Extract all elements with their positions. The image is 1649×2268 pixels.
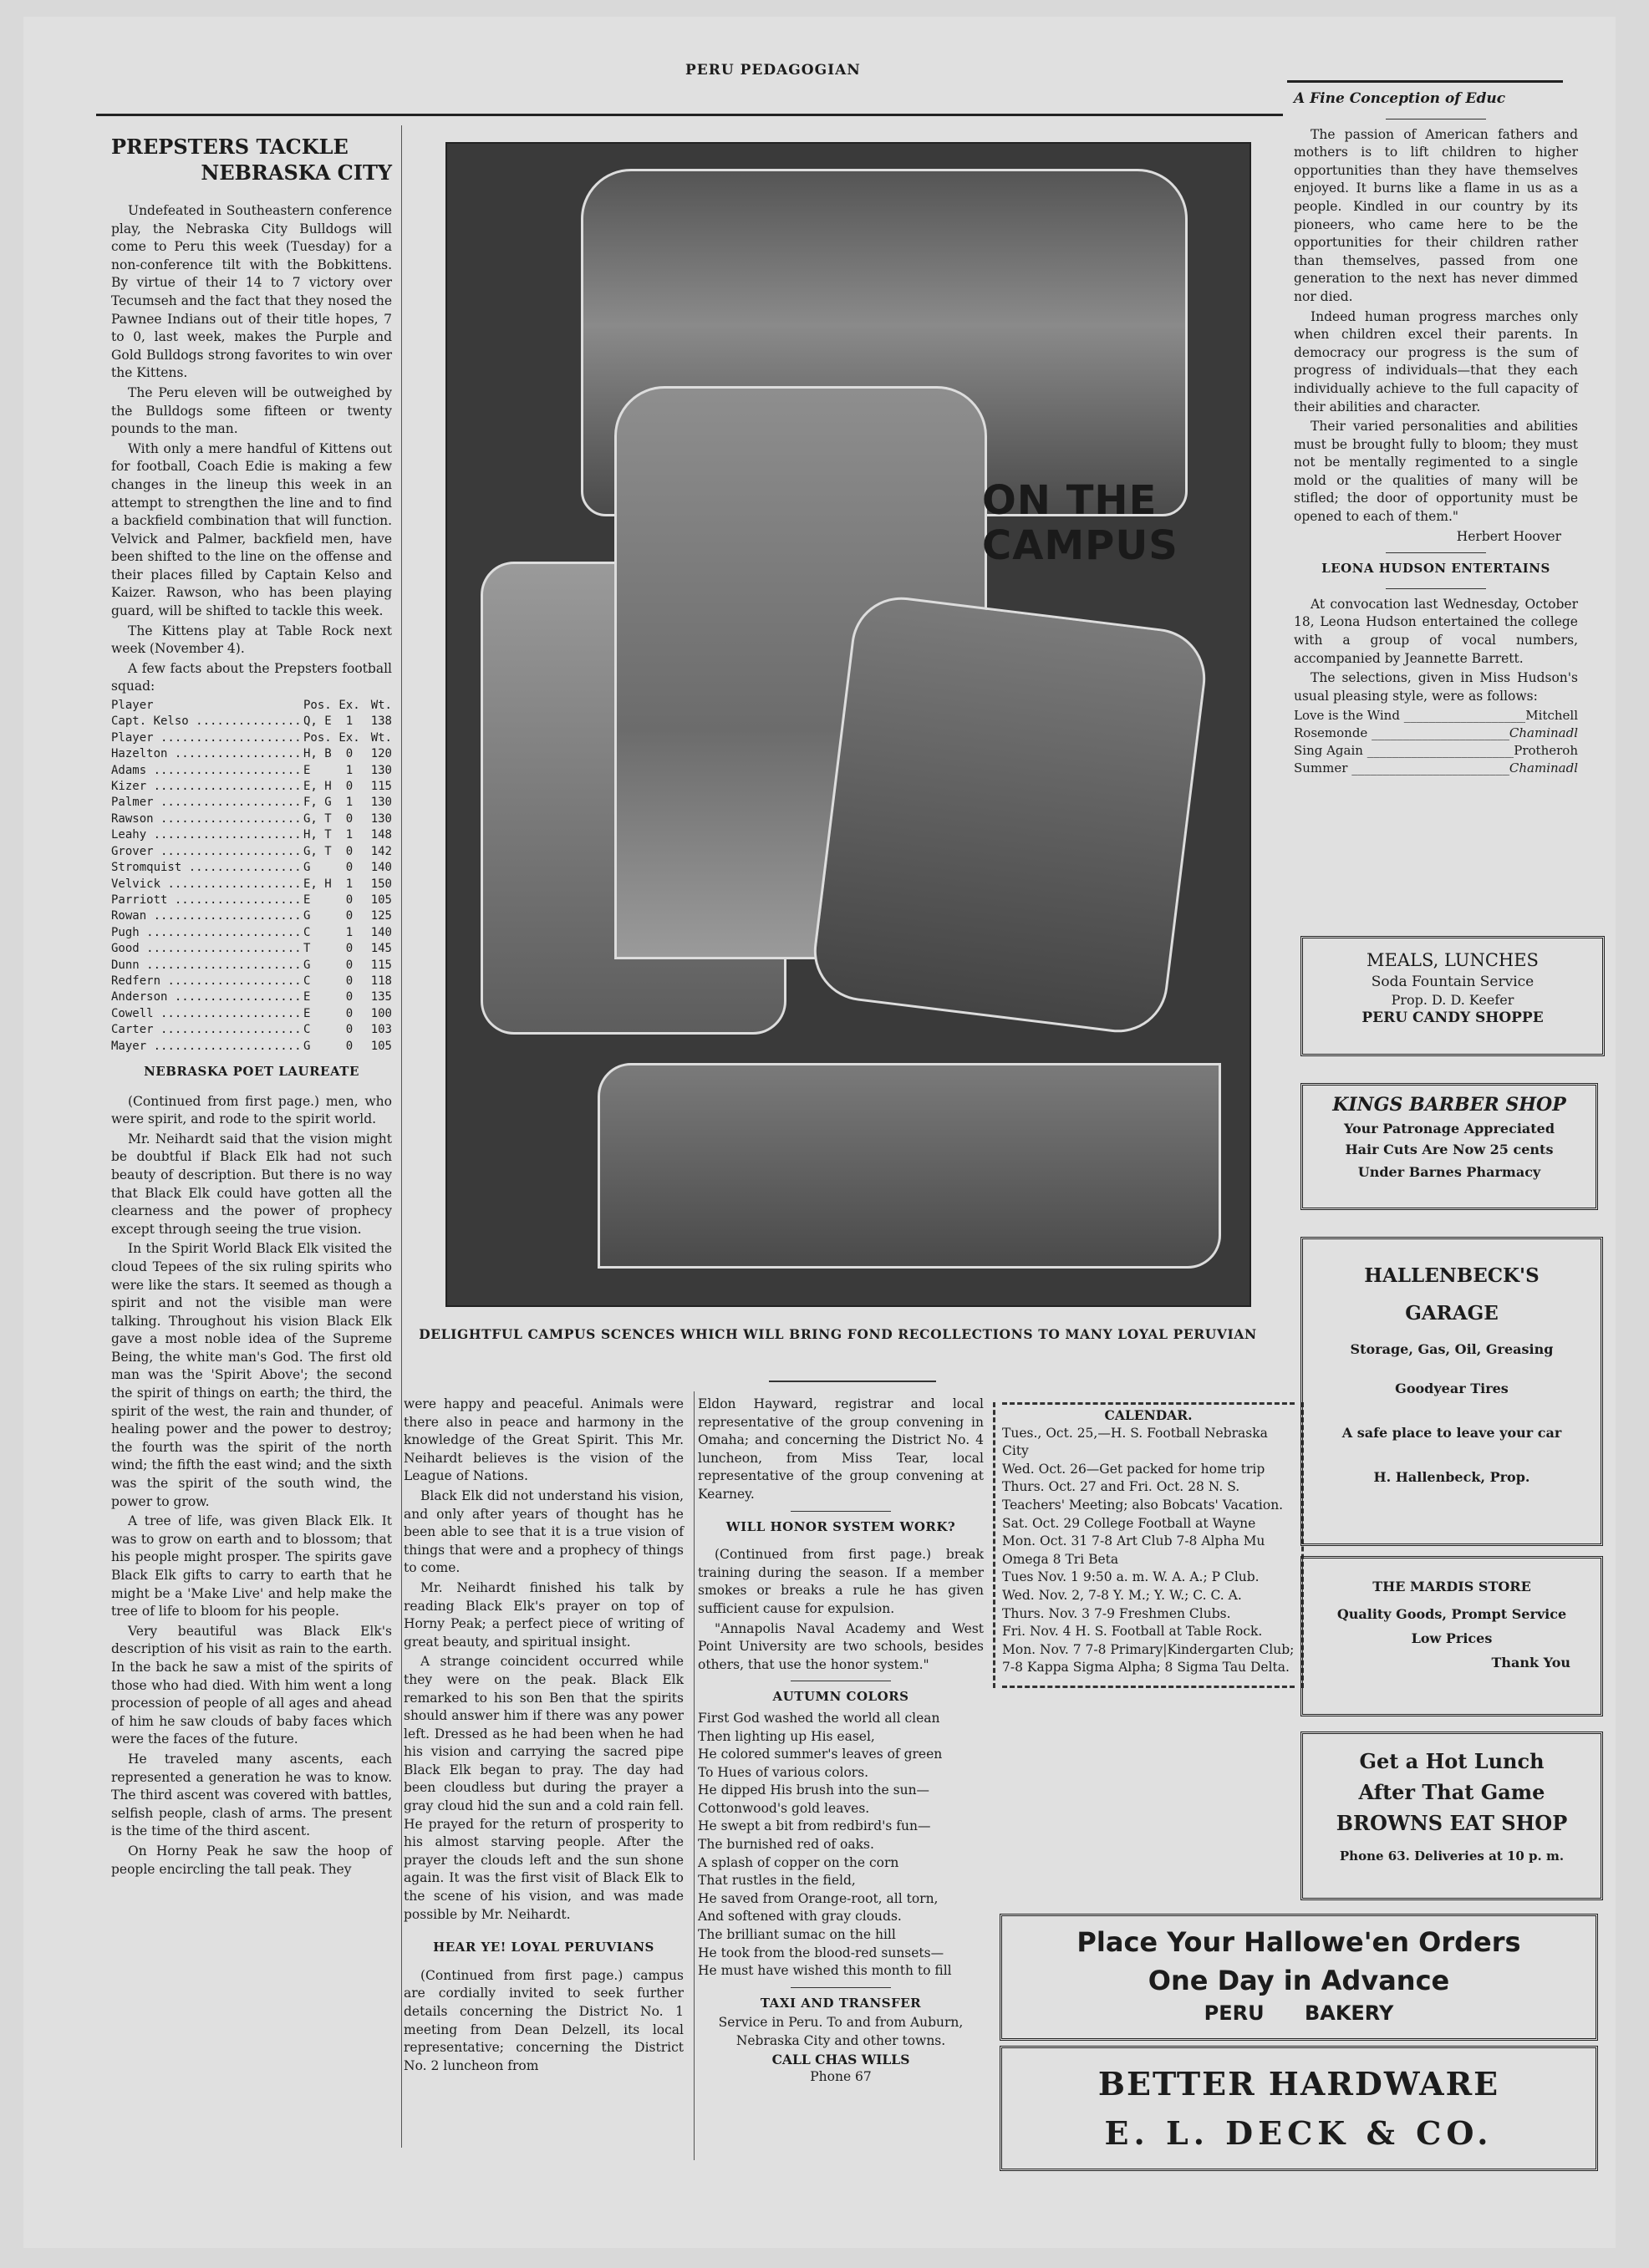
roster-cell-pos: F, G <box>303 796 332 810</box>
ad-title: One Day in Advance <box>1148 1965 1450 1996</box>
roster-cell-player: Adams ..... <box>111 763 303 779</box>
ad-title: HALLENBECK'S <box>1364 1264 1540 1287</box>
poem-line: Then lighting up His easel, <box>698 1728 875 1744</box>
poem-line: Cottonwood's gold leaves. <box>698 1800 870 1816</box>
caption-rule <box>769 1381 936 1382</box>
roster-cell-pos: C <box>303 1023 311 1037</box>
roster-cell-pos: G <box>303 958 311 972</box>
roster-row <box>111 958 392 974</box>
roster-cell-pos: G <box>303 909 311 923</box>
article-paragraph: (Continued from first page.) campus are cordially invited to seek further details concerning the District No. 1 meeting from Dean Delzell, its local representative; concerning the District No. 2 luncheon from <box>404 1967 684 2073</box>
roster-row <box>111 746 392 762</box>
article-paragraph: Black Elk did not understand his vision, and only after years of thought has he been able to see that it is a true vision of things that were and a prophecy of things to come. <box>404 1487 684 1576</box>
article-paragraph: (Continued from first page.) break training during the season. If a member smokes or breaks a rule he has given sufficient cause for expulsion. <box>698 1547 984 1616</box>
ad-title: E. L. DECK & CO. <box>1104 2114 1494 2152</box>
roster-cell-player: Leahy ..... <box>111 827 303 843</box>
ad-line: Quality Goods, Prompt Service <box>1336 1606 1567 1622</box>
poem-line: To Hues of various colors. <box>698 1764 869 1780</box>
taxi-phone: Phone 67 <box>810 2069 872 2085</box>
calendar-box <box>993 1402 1304 1688</box>
quote-author: Herbert Hoover <box>1456 528 1561 544</box>
photo-dining-hall <box>598 1063 1221 1269</box>
ad-title: Place Your Hallowe'en Orders <box>1076 1926 1521 1958</box>
roster-cell-player: Carter ..... <box>111 1022 303 1038</box>
ad-title: THE MARDIS STORE <box>1372 1579 1531 1594</box>
roster-row <box>111 908 392 924</box>
article-paragraph: The selections, given in Miss Hudson's usual pleasing style, were as follows: <box>1294 670 1578 704</box>
roster-cell-pos: G, T <box>303 811 332 826</box>
ad-line: Soda Fountain Service <box>1371 974 1534 990</box>
article-paragraph: "Annapolis Naval Academy and West Point University are two schools, besides others, that use the honor system." <box>698 1620 984 1672</box>
poem-line: He took from the blood-red sunsets— <box>698 1945 944 1960</box>
article-paragraph: Undefeated in Southeastern conference play, the Nebraska City Bulldogs will come to Peru this week (Tuesday) for a non-conference tilt with the Bobkittens. By virtue of their 14 to 7 victory over Tecumseh and the fact that they nosed the Pawnee Indians out of their title hopes, 7 to 0, last week, makes the Purple and Gold Bulldogs strong favorites to win over the Kittens. <box>111 203 392 381</box>
roster-cell-pos: H, T <box>303 828 332 842</box>
divider <box>791 1511 891 1512</box>
taxi-line: Service in Peru. To and from Auburn, Nebraska City and other towns. <box>718 2015 964 2048</box>
article-paragraph: The passion of American fathers and mothers is to lift children to higher opportunities than they have themselves enjoyed. It burns like a flame in us as a people. Kindled in our country by its pioneers, who came here to be the opportunities for their children rather than themselves, passed from one generation to the next has never dimmed nor died. <box>1294 126 1578 304</box>
roster-cell-wt: 140 <box>370 925 392 939</box>
song-row <box>1294 707 1578 725</box>
roster-cell-wt: Wt. <box>370 730 392 745</box>
prepsters-headline <box>111 134 392 186</box>
autumn-poem <box>698 1710 984 1981</box>
roster-cell-player: Capt. Kelso ..... <box>111 714 303 730</box>
article-paragraph: The Peru eleven will be outweighed by the Bulldogs some fifteen or twenty pounds to the man. <box>111 384 392 437</box>
roster-row <box>111 1039 392 1055</box>
roster-cell-pos: H, B <box>303 747 332 761</box>
roster-cell-ex: 0 <box>345 958 354 972</box>
song-composer: Chaminadl <box>1509 760 1578 776</box>
roster-cell-wt: 100 <box>370 1006 392 1020</box>
roster-row <box>111 892 392 908</box>
roster-cell-wt: 145 <box>370 942 392 956</box>
roster-cell-ex: 0 <box>345 780 354 794</box>
roster-cell-player: Dunn ..... <box>111 958 303 974</box>
ad-line: A safe place to leave your car <box>1341 1425 1562 1441</box>
roster-row <box>111 714 392 730</box>
calendar-event: Thurs. Oct. 27 and Fri. Oct. 28 N. S. Teachers' Meeting; also Bobcats' Vacation. <box>1002 1479 1284 1513</box>
top-rule-right <box>1287 80 1563 83</box>
poem-line: The burnished red of oaks. <box>698 1837 874 1853</box>
roster-row <box>111 941 392 957</box>
roster-cell-ex: 1 <box>345 925 354 939</box>
ad-title: KINGS BARBER SHOP <box>1332 1094 1566 1116</box>
ad-line: Phone 63. Deliveries at 10 p. m. <box>1339 1848 1565 1864</box>
ad-kings-barber <box>1300 1083 1598 1210</box>
ad-line: Hair Cuts Are Now 25 cents <box>1345 1142 1554 1157</box>
divider <box>1386 119 1486 120</box>
ad-title: BROWNS EAT SHOP <box>1336 1811 1568 1835</box>
article-paragraph: A strange coincident occurred while they were on the peak. Black Elk remarked to his son Ben that the spirits should answer him if there was any power left. Dressed as he had been when he had his vision and carrying the sacred pipe Black Elk began to pray. The day had been cloudless but during the prayer a gray cloud hid the sun and a cold rain fell. He prayed for the return of prosperity to his almost starving people. After the prayer the clouds left and the sun shone again. It was the first visit of Black Elk to the scene of his vision, and was made possible by Mr. Neihardt. <box>404 1654 684 1922</box>
article-paragraph: A few facts about the Prepsters football squad: <box>111 660 392 694</box>
ad-hallenbecks-garage <box>1300 1237 1603 1546</box>
roster-row <box>111 779 392 795</box>
ad-browns-eat-shop <box>1300 1732 1603 1900</box>
poem-line: First God washed the world all clean <box>698 1710 940 1726</box>
roster-cell-wt: 103 <box>370 1023 392 1037</box>
roster-cell-pos: E, H <box>303 877 332 891</box>
roster-cell-player: Parriott ..... <box>111 892 303 908</box>
roster-row <box>111 730 392 746</box>
roster-cell-player: Player ..... <box>111 730 303 746</box>
roster-row <box>111 1022 392 1038</box>
ad-line: Prop. D. D. Keefer <box>1391 992 1514 1008</box>
column-divider <box>401 125 402 2148</box>
photo-caption: DELIGHTFUL CAMPUS SCENCES WHICH WILL BRING FOND RECOLLECTIONS TO MANY LOYAL PERUVIAN <box>419 1326 1257 1342</box>
roster-row <box>111 811 392 827</box>
roster-cell-ex: 0 <box>345 811 354 826</box>
roster-row <box>111 1006 392 1022</box>
roster-cell-wt: 148 <box>370 828 392 842</box>
roster-cell-wt: 140 <box>370 861 392 875</box>
roster-cell-wt: 105 <box>370 892 392 907</box>
roster-row <box>111 877 392 892</box>
roster-cell-pos: E <box>303 1006 311 1020</box>
ad-title: GARAGE <box>1405 1302 1499 1325</box>
roster-header-wt: Wt. <box>370 699 392 713</box>
ad-meals <box>1300 936 1605 1056</box>
roster-cell-ex: 0 <box>345 990 354 1004</box>
roster-cell-pos: G <box>303 861 311 875</box>
roster-header-pos: Pos. <box>303 699 332 713</box>
poet-paragraph: Very beautiful was Black Elk's description of his visit as rain to the earth. In the back he saw a mist of the spirits of those who had died. With him went a long procession of people of all ages and ahead of him he saw clouds of baby faces which were the faces of the future. <box>111 1623 392 1747</box>
ad-line: Storage, Gas, Oil, Greasing <box>1350 1341 1554 1357</box>
article-paragraph: Mr. Neihardt finished his talk by reading Black Elk's prayer on top of Horny Peak; a perfect piece of writing of great beauty, and spiritual insight. <box>404 1579 684 1650</box>
roster-cell-pos: C <box>303 925 311 939</box>
poem-line: He colored summer's leaves of green <box>698 1747 943 1762</box>
poem-line: He must have wished this month to fill <box>698 1963 952 1979</box>
calendar-title: CALENDAR. <box>1002 1402 1295 1425</box>
roster-cell-ex: 0 <box>345 844 354 858</box>
song-composer: Mitchell <box>1525 708 1578 724</box>
headline-line-1: PREPSTERS TACKLE <box>111 135 349 159</box>
ad-title: After That Game <box>1358 1780 1545 1804</box>
roster-cell-ex: Ex. <box>338 730 360 745</box>
roster-cell-player: Stromquist ..... <box>111 860 303 876</box>
roster-cell-player: Velvick ..... <box>111 877 303 892</box>
roster-cell-player: Palmer ..... <box>111 795 303 811</box>
ad-mardis-store <box>1300 1556 1603 1716</box>
song-title: Love is the Wind _____ <box>1294 707 1525 725</box>
divider <box>1386 588 1486 589</box>
roster-cell-player: Redfern ..... <box>111 974 303 989</box>
roster-row <box>111 844 392 860</box>
ad-line: Your Patronage Appreciated <box>1343 1121 1555 1137</box>
roster-cell-wt: 142 <box>370 844 392 858</box>
roster-cell-pos: E <box>303 763 311 777</box>
roster-cell-ex: 1 <box>345 796 354 810</box>
roster-row <box>111 974 392 989</box>
honor-headline: WILL HONOR SYSTEM WORK? <box>725 1518 956 1534</box>
roster-cell-pos: C <box>303 974 311 988</box>
left-column <box>111 134 392 1880</box>
banner-line-1: ON THE <box>982 477 1158 524</box>
roster-cell-player: Anderson ..... <box>111 989 303 1005</box>
ad-title: BETTER HARDWARE <box>1097 2065 1500 2103</box>
roster-row <box>111 827 392 843</box>
education-headline: A Fine Conception of Educ <box>1294 90 1506 107</box>
roster-cell-wt: 138 <box>370 714 392 729</box>
ad-title: Get a Hot Lunch <box>1359 1749 1545 1773</box>
poet-paragraph: In the Spirit World Black Elk visited the cloud Tepees of the six ruling spirits who were like the stars. It seemed as though a spirit and not the visible man were talking. Throughout his vision Black Elk gave a most noble idea of the Supreme Being, the white man's God. The first old man was the 'Spirit Above'; the second the spirit of things on earth; the third, the spirit of the west, the rain and thunder, of healing power and the power to destroy; the fourth was the spirit of the north wind; the fifth the east wind; and the sixth was the spirit of the south wind, the power to grow. <box>111 1241 392 1509</box>
right-column <box>1294 90 1578 777</box>
roster-cell-ex: 0 <box>345 892 354 907</box>
poet-paragraph: (Continued from first page.) men, who were spirit, and rode to the spirit world. <box>111 1093 392 1127</box>
roster-header-ex: Ex. <box>338 699 360 713</box>
roster-cell-player: Kizer ..... <box>111 779 303 795</box>
masthead: PERU PEDAGOGIAN <box>685 62 861 79</box>
headline-line-2: NEBRASKA CITY <box>201 160 392 185</box>
roster-cell-pos: Q, E <box>303 714 332 729</box>
roster-cell-wt: 150 <box>370 877 392 891</box>
roster-cell-player: Good ..... <box>111 941 303 957</box>
calendar-event: Tues Nov. 1 9:50 a. m. W. A. A.; P Club. <box>1002 1569 1260 1585</box>
ad-better-hardware <box>1000 2046 1598 2171</box>
middle-column-1 <box>404 1396 684 2077</box>
calendar-event: Tues., Oct. 25,—H. S. Football Nebraska City <box>1002 1425 1268 1459</box>
roster-cell-wt: 115 <box>370 780 392 794</box>
song-row <box>1294 760 1578 777</box>
article-paragraph: Indeed human progress marches only when children excel their parents. In democracy our progress is the sum of progress of individuals—that they each individually achieve to the full capacity of their abilities and character. <box>1294 308 1578 414</box>
poem-line: A splash of copper on the corn <box>698 1854 899 1870</box>
poem-line: He dipped His brush into the sun— <box>698 1782 930 1798</box>
article-paragraph: were happy and peaceful. Animals were there also in peace and harmony in the knowledge of the Great Spirit. This Mr. Neihardt believes is the vision of the League of Nations. <box>404 1396 684 1484</box>
song-composer: Protheroh <box>1514 743 1578 759</box>
roster-cell-ex: 1 <box>345 763 354 777</box>
calendar-event: Thurs. Nov. 3 7-9 Freshmen Clubs. <box>1002 1605 1231 1621</box>
poem-line: That rustles in the field, <box>698 1873 856 1889</box>
roster-cell-ex: 0 <box>345 747 354 761</box>
ad-line: Low Prices <box>1411 1630 1493 1646</box>
roster-cell-pos: G <box>303 1039 311 1053</box>
calendar-event: Mon. Nov. 7 7-8 Primary|Kindergarten Club; 7-8 Kappa Sigma Alpha; 8 Sigma Tau Delta. <box>1002 1641 1295 1676</box>
roster-cell-player: Mayer ..... <box>111 1039 303 1055</box>
song-title: Rosemonde _____ <box>1294 725 1509 742</box>
poem-line: And softened with gray clouds. <box>698 1909 902 1925</box>
song-title: Sing Again _____ <box>1294 742 1514 760</box>
roster-cell-ex: 0 <box>345 1023 354 1037</box>
leona-headline: LEONA HUDSON ENTERTAINS <box>1321 561 1550 577</box>
roster-header <box>111 698 392 714</box>
roster-cell-wt: 118 <box>370 974 392 988</box>
roster-cell-player: Rowan ..... <box>111 908 303 924</box>
poet-headline: NEBRASKA POET LAUREATE <box>144 1063 359 1079</box>
ad-line: Thank You <box>1491 1655 1570 1670</box>
article-paragraph: Eldon Hayward, registrar and local representative of the group convening in Omaha; and concerning the District No. 4 luncheon, from Miss Tear, local representative of the group convening at Kearney. <box>698 1396 984 1502</box>
autumn-headline: AUTUMN COLORS <box>772 1689 909 1705</box>
campus-photo-collage <box>445 142 1251 1307</box>
roster-cell-ex: 0 <box>345 1039 354 1053</box>
roster-row <box>111 989 392 1005</box>
roster-cell-wt: 130 <box>370 796 392 810</box>
roster-cell-pos: E <box>303 892 311 907</box>
photo-walkway <box>808 592 1211 1038</box>
roster-header-player: Player <box>111 699 154 713</box>
roster-cell-ex: 0 <box>345 1006 354 1020</box>
roster-cell-ex: 0 <box>345 861 354 875</box>
divider <box>1386 552 1486 553</box>
ad-line: Under Barnes Pharmacy <box>1357 1164 1541 1180</box>
calendar-event: Wed. Nov. 2, 7-8 Y. M.; Y. W.; C. C. A. <box>1002 1587 1242 1603</box>
song-composer: Chaminadl <box>1509 725 1578 741</box>
poem-line: He saved from Orange-root, all torn, <box>698 1890 939 1906</box>
roster-cell-player: Hazelton ..... <box>111 746 303 762</box>
roster-cell-wt: 130 <box>370 811 392 826</box>
roster-cell-ex: 1 <box>345 828 354 842</box>
calendar-event: Sat. Oct. 29 College Football at Wayne <box>1002 1515 1256 1531</box>
roster-cell-player: Pugh ..... <box>111 925 303 941</box>
roster-cell-pos: T <box>303 942 311 956</box>
roster-cell-wt: 130 <box>370 763 392 777</box>
roster-cell-pos: E, H <box>303 780 332 794</box>
calendar-events <box>1002 1425 1295 1677</box>
poem-line: The brilliant sumac on the hill <box>698 1927 896 1943</box>
middle-column-2 <box>698 1396 984 2087</box>
on-the-campus-banner <box>982 478 1178 568</box>
roster-cell-pos: G, T <box>303 844 332 858</box>
calendar-event: Wed. Oct. 26—Get packed for home trip <box>1002 1461 1265 1477</box>
song-title: Summer _____ <box>1294 760 1509 777</box>
article-paragraph: With only a mere handful of Kittens out for football, Coach Edie is making a few changes in the lineup this week in an attempt to strengthen the line and to find a backfield combination that will function. Velvick and Palmer, backfield men, have been shifted to the line on the offense and their places filled by Captain Kelso and Kaizer. Rawson, who has been playing guard, will be shifted to tackle this week. <box>111 440 392 619</box>
ad-line: Goodyear Tires <box>1395 1381 1509 1396</box>
divider <box>791 1987 891 1988</box>
roster-row <box>111 925 392 941</box>
ad-line: PERU CANDY SHOPPE <box>1361 1009 1544 1026</box>
calendar-bottom-rule <box>1002 1677 1295 1688</box>
roster-table <box>111 698 392 1055</box>
top-rule <box>96 114 1283 116</box>
article-paragraph: The Kittens play at Table Rock next week (November 4). <box>111 623 392 657</box>
roster-cell-ex: 1 <box>345 877 354 891</box>
song-list <box>1294 707 1578 777</box>
roster-cell-pos: Pos. <box>303 730 332 745</box>
calendar-event: Fri. Nov. 4 H. S. Football at Table Rock. <box>1002 1624 1263 1640</box>
poet-paragraph: A tree of life, was given Black Elk. It was to grow on earth and to blossom; that his people might prosper. The spirits gave Black Elk gifts to carry to earth that he might be a 'Make Live' and help make the tree of life to bloom for his people. <box>111 1513 392 1620</box>
ad-title: MEALS, LUNCHES <box>1367 950 1539 970</box>
ad-peru-bakery <box>1000 1914 1598 2041</box>
roster-cell-pos: E <box>303 990 311 1004</box>
poem-line: He swept a bit from redbird's fun— <box>698 1818 931 1834</box>
roster-cell-ex: 0 <box>345 909 354 923</box>
roster-cell-wt: 105 <box>370 1039 392 1053</box>
hear-ye-headline: HEAR YE! LOYAL PERUVIANS <box>433 1940 654 1955</box>
song-row <box>1294 725 1578 742</box>
calendar-event: Mon. Oct. 31 7-8 Art Club 7-8 Alpha Mu Omega 8 Tri Beta <box>1002 1533 1265 1567</box>
roster-row <box>111 763 392 779</box>
roster-cell-ex: 1 <box>345 714 354 729</box>
roster-cell-wt: 120 <box>370 747 392 761</box>
article-paragraph: At convocation last Wednesday, October 18, Leona Hudson entertained the college with a group of vocal numbers, accompanied by Jeannette Barrett. <box>1294 596 1578 666</box>
poet-paragraph: Mr. Neihardt said that the vision might be doubtful if Black Elk had not such beauty of description. But there is no way that Black Elk could have gotten all the clearness and the power of prophecy except through seeing the true vision. <box>111 1131 392 1237</box>
roster-cell-player: Rawson ..... <box>111 811 303 827</box>
roster-cell-wt: 125 <box>370 909 392 923</box>
poet-paragraph: On Horny Peak he saw the hoop of people encircling the tall peak. They <box>111 1843 392 1877</box>
roster-row <box>111 860 392 876</box>
ad-line: H. Hallenbeck, Prop. <box>1373 1469 1530 1485</box>
roster-cell-wt: 135 <box>370 990 392 1004</box>
column-divider <box>694 1391 695 2160</box>
banner-line-2: CAMPUS <box>982 522 1178 569</box>
taxi-contact: CALL CHAS WILLS <box>771 2051 910 2067</box>
taxi-headline: TAXI AND TRANSFER <box>760 1995 922 2011</box>
roster-cell-player: Cowell ..... <box>111 1006 303 1022</box>
roster-row <box>111 795 392 811</box>
roster-cell-wt: 115 <box>370 958 392 972</box>
song-row <box>1294 742 1578 760</box>
roster-cell-ex: 0 <box>345 974 354 988</box>
article-paragraph: Their varied personalities and abilities must be brought fully to bloom; they must not be mentally regimented to a single mold or the qualities of many will be stifled; the door of opportunity must be opened to each of them." <box>1294 419 1578 525</box>
ad-title: PERU BAKERY <box>1204 2001 1394 2025</box>
roster-cell-player: Grover ..... <box>111 844 303 860</box>
poet-paragraph: He traveled many ascents, each represented a generation he was to know. The third ascent was covered with battles, selfish people, clash of arms. The present is the time of the third ascent. <box>111 1751 392 1839</box>
roster-cell-ex: 0 <box>345 942 354 956</box>
